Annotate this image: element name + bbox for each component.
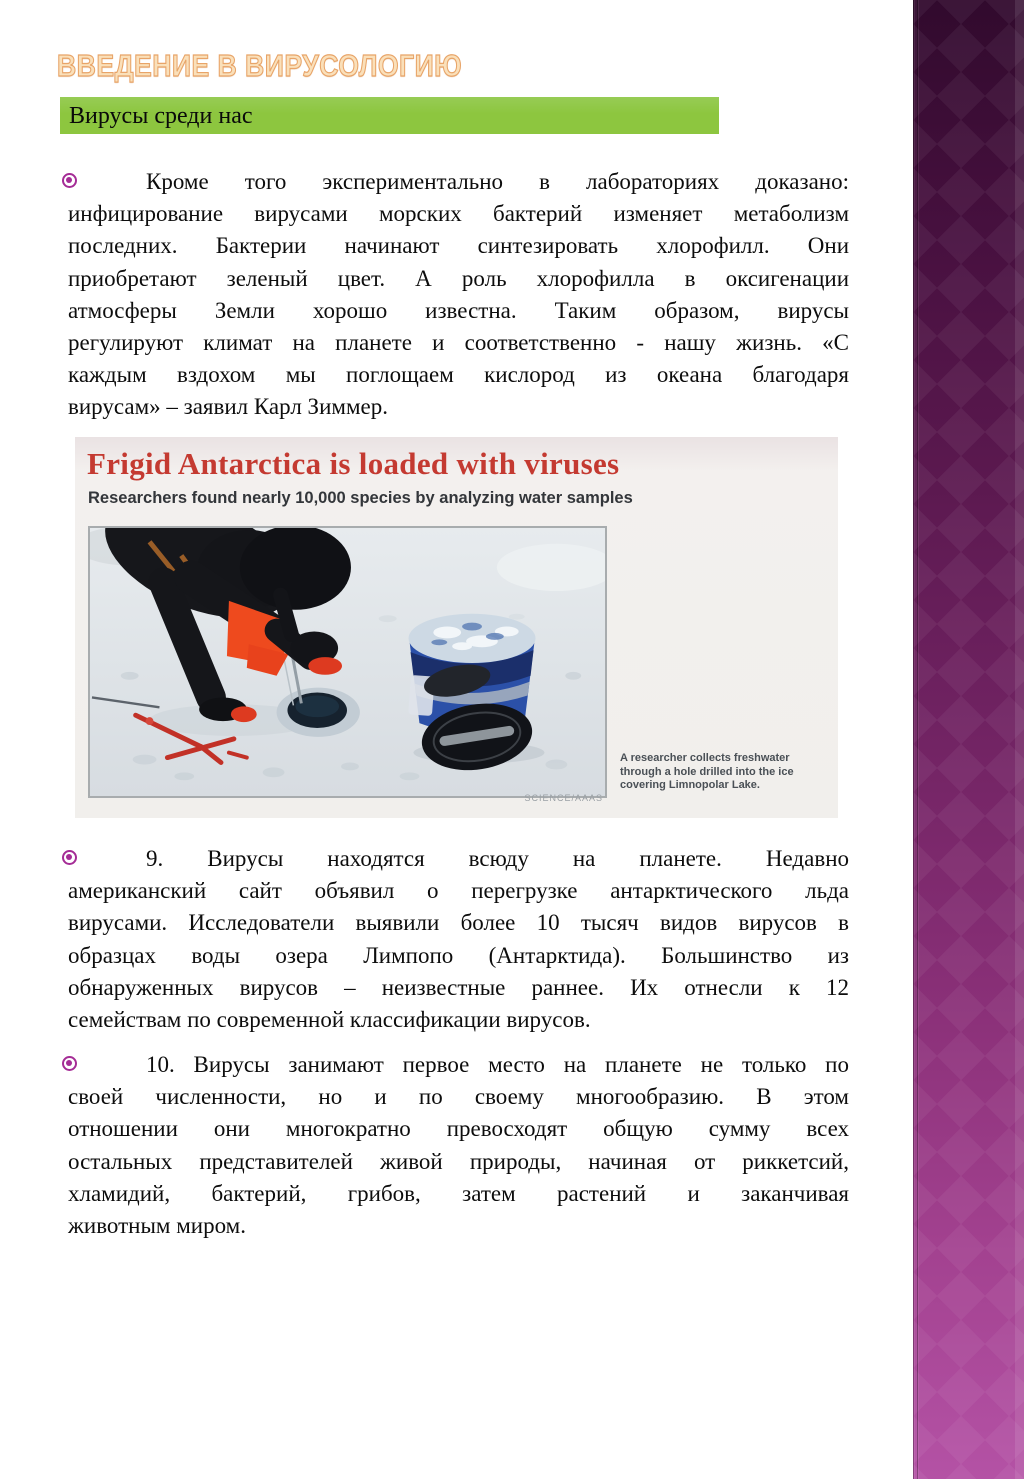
text-line: семействам по современной классификации вирусов. (68, 1007, 591, 1033)
text-line: 10. Вирусы занимают первое место на планете не только по (146, 1052, 849, 1077)
section-header-bar (60, 97, 719, 134)
text-line: каждым вздохом мы поглощаем кислород из океана благодаря (68, 362, 849, 388)
section-header-label: Вирусы среди нас (69, 102, 253, 129)
text-line: вирусам» – заявил Карл Зиммер. (68, 394, 388, 420)
diamond-pattern-overlay (913, 0, 1024, 1479)
text-line: животным миром. (68, 1213, 246, 1239)
hood (240, 528, 351, 610)
text-line: приобретают зеленый цвет. А роль хлорофилла в оксигенации (68, 265, 849, 291)
article-subheadline: Researchers found nearly 10,000 species by analyzing water samples (88, 489, 633, 507)
text-line: американский сайт объявил о перегрузке антарктического льда (68, 878, 849, 904)
red-boot-left (231, 706, 257, 722)
photo-caption: A researcher collects freshwater through a hole drilled into the ice covering Limnopolar Lake. (620, 752, 794, 791)
bullet-paragraph-10 (68, 1049, 849, 1242)
bullet-icon (62, 173, 77, 188)
text-line: вирусами. Исследователи выявили более 10 тысяч видов вирусов в (68, 910, 849, 936)
bullet-icon (62, 850, 77, 865)
page-title: ВВЕДЕНИЕ В ВИРУСОЛОГИЮ (57, 48, 463, 83)
text-line: отношении они многократно превосходят общую сумму всех (68, 1116, 849, 1142)
photo-illustration (90, 528, 605, 796)
embedded-news-article (75, 437, 838, 818)
text-line: Кроме того экспериментально в лабораториях доказано: (146, 169, 849, 194)
text-line: обнаруженных вирусов – неизвестные раннее. Их отнесли к 12 (68, 974, 849, 1000)
sidebar-left-edge (913, 0, 921, 1479)
text-line: хламидий, бактерий, грибов, затем растений и заканчивая (68, 1180, 849, 1206)
text-line: последних. Бактерии начинают синтезировать хлорофилл. Они (68, 233, 849, 259)
text-line: образцах воды озера Лимпопо (Антарктида). Большинство из (68, 942, 849, 968)
decorative-gradient-sidebar (913, 0, 1024, 1479)
text-line: своей численности, но и по своему многообразию. В этом (68, 1084, 849, 1110)
text-line: регулируют климат на планете и соответственно - нашу жизнь. «С (68, 330, 849, 356)
bullet-paragraph-1 (68, 166, 849, 424)
red-boot-right (308, 657, 342, 675)
sidebar-right-edge (1015, 0, 1024, 1479)
article-photo-ice-hole-researcher (88, 526, 607, 798)
article-headline: Frigid Antarctica is loaded with viruses (87, 446, 620, 481)
text-line: 9. Вирусы находятся всюду на планете. Недавно (146, 846, 849, 871)
bullet-paragraph-9 (68, 843, 849, 1036)
text-line: инфицирование вирусами морских бактерий изменяет метаболизм (68, 201, 849, 227)
text-line: остальных представителей живой природы, начиная от риккетсий, (68, 1148, 849, 1174)
text-line: атмосферы Земли хорошо известна. Таким образом, вирусы (68, 297, 849, 323)
bullet-icon (62, 1056, 77, 1071)
photo-credit: SCIENCE/AAAS (524, 793, 603, 803)
